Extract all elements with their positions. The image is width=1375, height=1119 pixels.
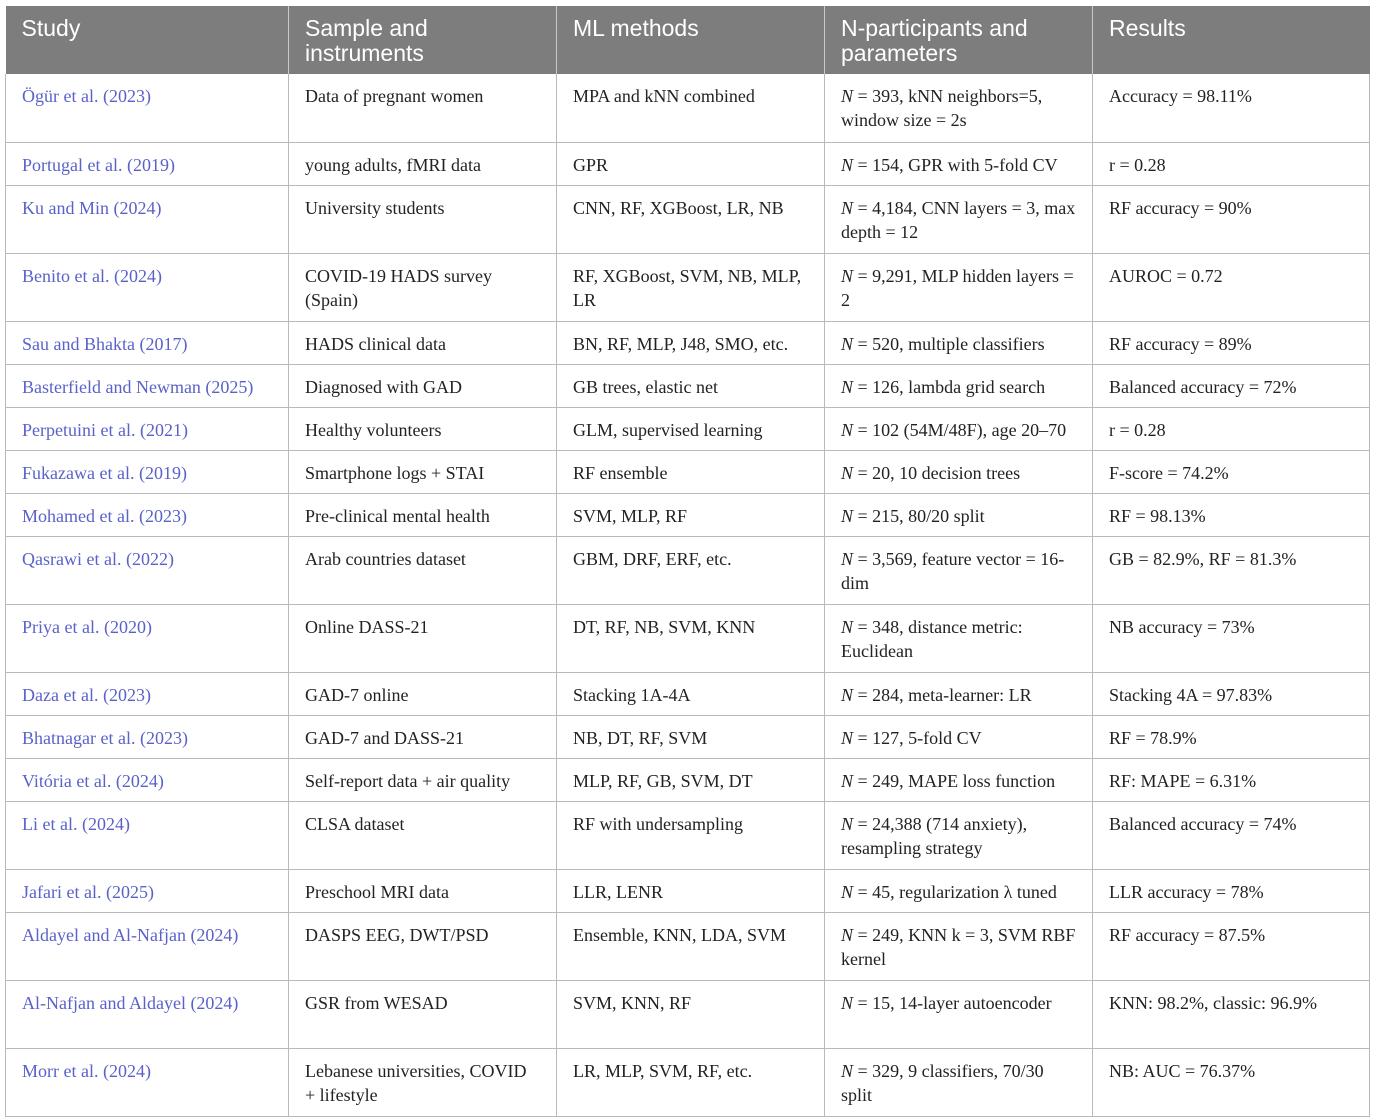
methods-cell: GLM, supervised learning xyxy=(557,407,825,450)
table-row xyxy=(6,450,1370,493)
params-text: = 45, regularization λ tuned xyxy=(853,881,1057,902)
table-row xyxy=(6,142,1370,185)
study-link[interactable]: Ku and Min (2024) xyxy=(6,185,289,253)
n-symbol: N xyxy=(841,813,854,834)
results-cell: RF: MAPE = 6.31% xyxy=(1093,758,1370,801)
study-link[interactable]: Al-Nafjan and Aldayel (2024) xyxy=(6,980,289,1048)
header-sample: Sample and instruments xyxy=(289,6,557,74)
params-text: = 15, 14-layer autoencoder xyxy=(853,992,1052,1013)
params-cell xyxy=(825,493,1093,536)
methods-cell: Stacking 1A-4A xyxy=(557,672,825,715)
methods-cell: GBM, DRF, ERF, etc. xyxy=(557,536,825,604)
params-cell xyxy=(825,604,1093,672)
results-cell: LLR accuracy = 78% xyxy=(1093,869,1370,912)
sample-cell: Preschool MRI data xyxy=(289,869,557,912)
results-cell: RF accuracy = 89% xyxy=(1093,321,1370,364)
table-body xyxy=(6,74,1370,1116)
params-cell xyxy=(825,450,1093,493)
methods-cell: DT, RF, NB, SVM, KNN xyxy=(557,604,825,672)
table-row xyxy=(6,801,1370,869)
params-cell xyxy=(825,536,1093,604)
n-symbol: N xyxy=(841,616,854,637)
table-row xyxy=(6,536,1370,604)
n-symbol: N xyxy=(841,265,854,286)
table-row xyxy=(6,869,1370,912)
study-link[interactable]: Bhatnagar et al. (2023) xyxy=(6,715,289,758)
n-symbol: N xyxy=(841,419,854,440)
study-link[interactable]: Mohamed et al. (2023) xyxy=(6,493,289,536)
sample-cell: University students xyxy=(289,185,557,253)
params-text: = 393, kNN neighbors=5, window size = 2s xyxy=(841,86,1043,130)
params-text: = 127, 5-fold CV xyxy=(853,727,982,748)
sample-cell: young adults, fMRI data xyxy=(289,142,557,185)
header-study: Study xyxy=(6,6,289,74)
study-link[interactable]: Portugal et al. (2019) xyxy=(6,142,289,185)
table-row xyxy=(6,74,1370,142)
results-cell: Accuracy = 98.11% xyxy=(1093,74,1370,142)
table-row xyxy=(6,715,1370,758)
study-link[interactable]: Aldayel and Al-Nafjan (2024) xyxy=(6,912,289,980)
sample-cell: GAD-7 and DASS-21 xyxy=(289,715,557,758)
table-row xyxy=(6,912,1370,980)
results-cell: KNN: 98.2%, classic: 96.9% xyxy=(1093,980,1370,1048)
params-text: = 4,184, CNN layers = 3, max depth = 12 xyxy=(841,197,1076,242)
study-link[interactable]: Jafari et al. (2025) xyxy=(6,869,289,912)
methods-cell: LLR, LENR xyxy=(557,869,825,912)
study-link[interactable]: Daza et al. (2023) xyxy=(6,672,289,715)
n-symbol: N xyxy=(841,86,854,106)
sample-cell: Lebanese universities, COVID + lifestyle xyxy=(289,1048,557,1116)
results-cell: Balanced accuracy = 72% xyxy=(1093,364,1370,407)
methods-cell: MLP, RF, GB, SVM, DT xyxy=(557,758,825,801)
results-cell: Stacking 4A = 97.83% xyxy=(1093,672,1370,715)
params-cell xyxy=(825,321,1093,364)
table-row xyxy=(6,493,1370,536)
table-row xyxy=(6,980,1370,1048)
results-cell: NB: AUC = 76.37% xyxy=(1093,1048,1370,1116)
params-text: = 24,388 (714 anxiety), resampling strategy xyxy=(841,813,1028,858)
sample-cell: GSR from WESAD xyxy=(289,980,557,1048)
sample-cell: Diagnosed with GAD xyxy=(289,364,557,407)
params-text: = 9,291, MLP hidden layers = 2 xyxy=(841,265,1074,310)
study-link[interactable]: Basterfield and Newman (2025) xyxy=(6,364,289,407)
sample-cell: Self-report data + air quality xyxy=(289,758,557,801)
table-row xyxy=(6,758,1370,801)
params-text: = 520, multiple classifiers xyxy=(853,333,1045,354)
study-link[interactable]: Li et al. (2024) xyxy=(6,801,289,869)
n-symbol: N xyxy=(841,505,854,526)
methods-cell: SVM, MLP, RF xyxy=(557,493,825,536)
n-symbol: N xyxy=(841,881,854,902)
header-results: Results xyxy=(1093,6,1370,74)
params-cell xyxy=(825,801,1093,869)
n-symbol: N xyxy=(841,548,854,569)
sample-cell: HADS clinical data xyxy=(289,321,557,364)
results-cell: RF = 78.9% xyxy=(1093,715,1370,758)
table-row xyxy=(6,321,1370,364)
params-cell xyxy=(825,142,1093,185)
n-symbol: N xyxy=(841,333,854,354)
results-cell: F-score = 74.2% xyxy=(1093,450,1370,493)
n-symbol: N xyxy=(841,1060,854,1081)
sample-cell: CLSA dataset xyxy=(289,801,557,869)
params-cell xyxy=(825,1048,1093,1116)
n-symbol: N xyxy=(841,684,854,705)
params-text: = 329, 9 classifiers, 70/30 split xyxy=(841,1060,1044,1105)
sample-cell: Smartphone logs + STAI xyxy=(289,450,557,493)
params-cell xyxy=(825,869,1093,912)
params-text: = 249, KNN k = 3, SVM RBF kernel xyxy=(841,924,1076,969)
results-cell: Balanced accuracy = 74% xyxy=(1093,801,1370,869)
study-link[interactable]: Benito et al. (2024) xyxy=(6,253,289,321)
params-text: = 154, GPR with 5-fold CV xyxy=(853,154,1058,175)
params-cell xyxy=(825,912,1093,980)
params-cell xyxy=(825,672,1093,715)
methods-cell: LR, MLP, SVM, RF, etc. xyxy=(557,1048,825,1116)
header-ml-methods: ML methods xyxy=(557,6,825,74)
study-link[interactable]: Perpetuini et al. (2021) xyxy=(6,407,289,450)
params-text: = 215, 80/20 split xyxy=(853,505,985,526)
methods-cell: GB trees, elastic net xyxy=(557,364,825,407)
results-cell: RF accuracy = 87.5% xyxy=(1093,912,1370,980)
header-participants: N-participants and parameters xyxy=(825,6,1093,74)
results-cell: GB = 82.9%, RF = 81.3% xyxy=(1093,536,1370,604)
params-text: = 348, distance metric: Euclidean xyxy=(841,616,1023,661)
results-cell: r = 0.28 xyxy=(1093,142,1370,185)
study-link[interactable]: Priya et al. (2020) xyxy=(6,604,289,672)
n-symbol: N xyxy=(841,924,854,945)
params-text: = 249, MAPE loss function xyxy=(853,770,1056,791)
methods-cell: NB, DT, RF, SVM xyxy=(557,715,825,758)
params-cell xyxy=(825,980,1093,1048)
table-row xyxy=(6,604,1370,672)
params-text: = 102 (54M/48F), age 20–70 xyxy=(853,419,1067,440)
results-cell: RF = 98.13% xyxy=(1093,493,1370,536)
table-row xyxy=(6,364,1370,407)
study-link[interactable]: Fukazawa et al. (2019) xyxy=(6,450,289,493)
params-text: = 20, 10 decision trees xyxy=(853,462,1021,483)
results-cell: RF accuracy = 90% xyxy=(1093,185,1370,253)
methods-cell: Ensemble, KNN, LDA, SVM xyxy=(557,912,825,980)
results-cell: NB accuracy = 73% xyxy=(1093,604,1370,672)
table-row xyxy=(6,253,1370,321)
study-link[interactable]: Qasrawi et al. (2022) xyxy=(6,536,289,604)
sample-cell: Pre-clinical mental health xyxy=(289,493,557,536)
methods-cell: RF, XGBoost, SVM, NB, MLP, LR xyxy=(557,253,825,321)
params-text: = 126, lambda grid search xyxy=(853,376,1046,397)
n-symbol: N xyxy=(841,462,854,483)
sample-cell: Online DASS-21 xyxy=(289,604,557,672)
n-symbol: N xyxy=(841,992,854,1013)
methods-cell: GPR xyxy=(557,142,825,185)
table-row xyxy=(6,672,1370,715)
sample-cell: Data of pregnant women xyxy=(289,74,557,142)
ml-studies-table xyxy=(5,6,1370,1117)
table-header xyxy=(6,6,1370,74)
table-row xyxy=(6,407,1370,450)
params-cell xyxy=(825,253,1093,321)
params-cell xyxy=(825,715,1093,758)
n-symbol: N xyxy=(841,770,854,791)
sample-cell: DASPS EEG, DWT/PSD xyxy=(289,912,557,980)
table-row xyxy=(6,1048,1370,1116)
n-symbol: N xyxy=(841,376,854,397)
sample-cell: Healthy volunteers xyxy=(289,407,557,450)
study-link[interactable]: Sau and Bhakta (2017) xyxy=(6,321,289,364)
sample-cell: COVID-19 HADS survey (Spain) xyxy=(289,253,557,321)
study-link[interactable]: Ögür et al. (2023) xyxy=(6,74,289,142)
params-text: = 284, meta-learner: LR xyxy=(853,684,1032,705)
params-cell xyxy=(825,185,1093,253)
results-cell: r = 0.28 xyxy=(1093,407,1370,450)
methods-cell: MPA and kNN combined xyxy=(557,74,825,142)
params-text: = 3,569, feature vector = 16-dim xyxy=(841,548,1065,593)
header-row xyxy=(6,6,1370,74)
params-cell xyxy=(825,758,1093,801)
n-symbol: N xyxy=(841,154,854,175)
sample-cell: GAD-7 online xyxy=(289,672,557,715)
methods-cell: RF with undersampling xyxy=(557,801,825,869)
params-cell xyxy=(825,407,1093,450)
table-row xyxy=(6,185,1370,253)
params-cell xyxy=(825,364,1093,407)
params-cell xyxy=(825,74,1093,142)
methods-cell: RF ensemble xyxy=(557,450,825,493)
n-symbol: N xyxy=(841,727,854,748)
methods-cell: BN, RF, MLP, J48, SMO, etc. xyxy=(557,321,825,364)
study-link[interactable]: Morr et al. (2024) xyxy=(6,1048,289,1116)
methods-cell: SVM, KNN, RF xyxy=(557,980,825,1048)
sample-cell: Arab countries dataset xyxy=(289,536,557,604)
results-cell: AUROC = 0.72 xyxy=(1093,253,1370,321)
results-table-container xyxy=(5,6,1369,1117)
study-link[interactable]: Vitória et al. (2024) xyxy=(6,758,289,801)
methods-cell: CNN, RF, XGBoost, LR, NB xyxy=(557,185,825,253)
n-symbol: N xyxy=(841,197,854,218)
